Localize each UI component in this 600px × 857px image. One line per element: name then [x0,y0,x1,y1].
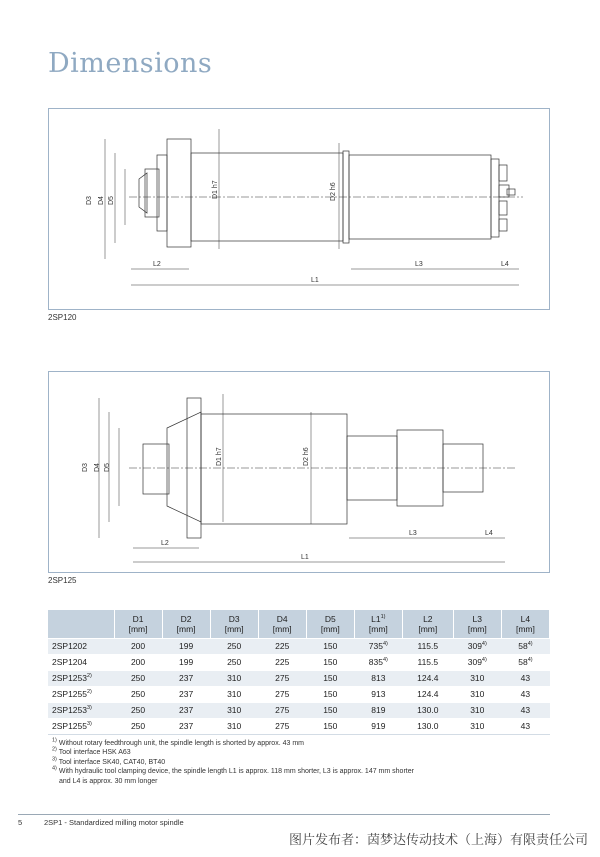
front-flange [167,139,191,247]
table-row [48,638,550,654]
cell-l3: 310 [453,718,501,734]
dim-label-d2: D2 h6 [330,182,337,201]
header-model [48,610,114,638]
dim-label-d3: D3 [82,463,89,472]
watermark: 图片发布者：茵梦达传动技术（上海）有限责任公司 [288,833,588,848]
cell-l1: 813 [354,670,402,686]
cell-d1: 250 [114,670,162,686]
cell-d4: 275 [258,702,306,718]
dim-label-d5: D5 [104,463,111,472]
spindle-2sp120-drawing [49,109,551,311]
dim-label-d4: D4 [94,463,101,472]
header-d2: D2 [mm] [162,610,210,638]
header-l3: L3 [mm] [453,610,501,638]
footer-divider [18,814,550,815]
cell-d3: 250 [210,638,258,654]
cell-l2: 115.5 [402,638,453,654]
cell-l3: 309$^{4)}$ [453,654,501,670]
drawing-2sp120 [48,108,550,310]
dim-label-d4: D4 [98,196,105,205]
footnotes [52,739,414,786]
dimensions-table [48,610,550,735]
cell-model: 2SP1255$^{2)}$ [48,686,114,702]
cell-l3: 310 [453,670,501,686]
dim-label-d5: D5 [108,196,115,205]
header-l4: L4 [mm] [501,610,549,638]
table-row [48,718,550,734]
cell-d2: 237 [162,718,210,734]
cell-d5: 150 [306,702,354,718]
cell-l3: 310 [453,686,501,702]
cell-d3: 310 [210,686,258,702]
cell-l4: 43 [501,670,549,686]
dim-label-d3: D3 [86,196,93,205]
dim-label-d2: D2 h6 [303,447,310,466]
dim-label-l4: L4 [485,530,493,537]
cell-d1: 250 [114,718,162,734]
dim-label-l4: L4 [501,261,509,268]
cell-d4: 275 [258,718,306,734]
cell-l1: 835$^{4)}$ [354,654,402,670]
cell-d3: 310 [210,718,258,734]
dim-label-d1: D1 h7 [212,180,219,199]
cell-l1: 735$^{4)}$ [354,638,402,654]
cell-model: 2SP1253$^{3)}$ [48,702,114,718]
header-d1: D1 [mm] [114,610,162,638]
cell-d4: 225 [258,638,306,654]
dim-label-d1: D1 h7 [216,447,223,466]
header-l2: L2 [mm] [402,610,453,638]
dim-label-l1: L1 [311,277,319,284]
page-number: 5 [18,818,23,827]
cell-d4: 225 [258,654,306,670]
header-d5: D5 [mm] [306,610,354,638]
cell-d3: 310 [210,670,258,686]
cell-l4: 43 [501,702,549,718]
cell-d1: 250 [114,686,162,702]
table-row [48,702,550,718]
dim-label-l2: L2 [161,540,169,547]
footnote: $^{3)}$ Tool interface SK40, CAT40, BT40 [52,756,166,766]
cell-d5: 150 [306,718,354,734]
cell-d2: 237 [162,702,210,718]
cell-d1: 200 [114,654,162,670]
drawing-caption-2sp125: 2SP125 [48,576,77,585]
cell-l4: 43 [501,718,549,734]
dim-label-l3: L3 [415,261,423,268]
spindle-2sp125-drawing [49,372,551,574]
cell-l2: 124.4 [402,686,453,702]
cell-model: 2SP1253$^{2)}$ [48,670,114,686]
cell-l2: 124.4 [402,670,453,686]
cell-d1: 250 [114,702,162,718]
header-d4: D4 [mm] [258,610,306,638]
dim-label-l2: L2 [153,261,161,268]
cell-l3: 310 [453,702,501,718]
footnote: $^{2)}$ Tool interface HSK A63 [52,747,131,757]
cell-l1: 819 [354,702,402,718]
cell-d3: 250 [210,654,258,670]
table-row [48,670,550,686]
cell-d2: 237 [162,670,210,686]
cell-l4: 43 [501,686,549,702]
dim-label-l1: L1 [301,554,309,561]
cell-d2: 199 [162,638,210,654]
cell-l2: 130.0 [402,718,453,734]
table-header-row [48,610,550,638]
cell-d5: 150 [306,670,354,686]
drawing-2sp125 [48,371,550,573]
cell-l3: 309$^{4)}$ [453,638,501,654]
cell-l2: 115.5 [402,654,453,670]
header-l1: L1$^{1)}$ [mm] [354,610,402,638]
footnote: $^{1)}$ Without rotary feedthrough unit, the spindle length is shorted by approx. 43 mm [52,737,304,747]
header-d3: D3 [mm] [210,610,258,638]
cell-model: 2SP1202 [48,638,114,654]
footnote: $^{4)}$ With hydraulic tool clamping device, the spindle length L1 is approx. 118 mm shorter, L3 is approx. 147 mm shorter [52,765,414,776]
cell-d4: 275 [258,686,306,702]
cell-l1: 919 [354,718,402,734]
drawing-caption-2sp120: 2SP120 [48,313,77,322]
cell-d1: 200 [114,638,162,654]
running-title: 2SP1 - Standardized milling motor spindle [44,818,184,827]
cell-d2: 237 [162,686,210,702]
cell-model: 2SP1204 [48,654,114,670]
cell-d5: 150 [306,654,354,670]
cell-model: 2SP1255$^{3)}$ [48,718,114,734]
cell-d2: 199 [162,654,210,670]
cell-d4: 275 [258,670,306,686]
cell-d5: 150 [306,638,354,654]
cell-d5: 150 [306,686,354,702]
cell-l2: 130.0 [402,702,453,718]
page-title: Dimensions [48,48,213,79]
cell-l1: 913 [354,686,402,702]
footnote: and L4 is approx. 30 mm longer [59,777,158,785]
cell-d3: 310 [210,702,258,718]
table-row [48,686,550,702]
cell-l4: 58$^{4)}$ [501,654,549,670]
cell-l4: 58$^{4)}$ [501,638,549,654]
table-row [48,654,550,670]
dim-label-l3: L3 [409,530,417,537]
